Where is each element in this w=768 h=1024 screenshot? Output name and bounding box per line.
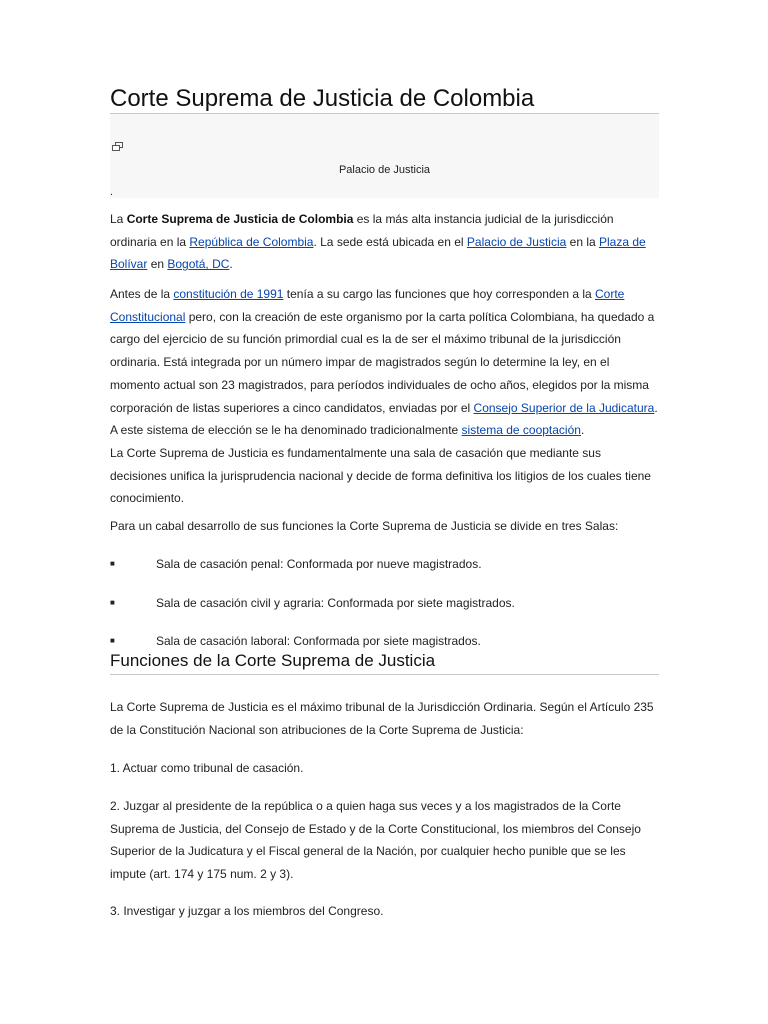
text: en [147, 257, 168, 272]
link-constitucion-1991[interactable]: constitución de 1991 [173, 287, 284, 301]
list-item: Sala de casación laboral: Conformada por siete magistrados. [156, 634, 481, 648]
text: . A este sistema de elección se le ha denominado tradicionalmente [110, 400, 658, 438]
bullet-icon: ■ [110, 559, 115, 568]
link-republica-de-colombia[interactable]: República de Colombia [189, 234, 314, 249]
text: . La sede está ubicada en el [313, 234, 467, 249]
link-palacio-de-justicia[interactable]: Palacio de Justicia [466, 234, 567, 249]
paragraph-salas-intro: Para un cabal desarrollo de sus funciones la Corte Suprema de Justicia se divide en tres Salas: [110, 519, 619, 533]
link-bogota[interactable]: Bogotá, DC [167, 257, 230, 272]
text: Antes de la [110, 287, 174, 301]
bullet-icon: ■ [110, 598, 115, 607]
figure-box [110, 114, 659, 198]
list-item: Sala de casación penal: Conformada por nueve magistrados. [156, 557, 482, 571]
bullet-icon: ■ [110, 636, 115, 645]
paragraph-intro [110, 208, 659, 276]
paragraph-casacion: La Corte Suprema de Justicia es fundamentalmente una sala de casación que mediante sus decisiones unifica la jurisprudencia nacional y decide de forma definitiva los litigios de los cuales tiene conocimiento. [110, 446, 651, 506]
link-sistema-de-cooptacion[interactable]: sistema de cooptación [461, 423, 581, 438]
section-title: Funciones de la Corte Suprema de Justicia [110, 650, 659, 675]
text: es la más alta instancia judicial de la jurisdicción ordinaria en la [110, 212, 614, 249]
paragraph-funcion-3: 3. Investigar y juzgar a los miembros del Congreso. [110, 904, 384, 918]
paragraph-history [110, 283, 659, 442]
image-placeholder-icon [112, 142, 123, 151]
link-corte-constitucional[interactable]: Corte Constitucional [110, 287, 625, 324]
text: La [110, 212, 127, 226]
link-plaza-de-bolivar[interactable]: Plaza de Bolívar [110, 234, 646, 272]
figure-dot: . [110, 186, 114, 198]
link-consejo-superior-judicatura[interactable]: Consejo Superior de la Judicatura [473, 400, 655, 415]
list-item: Sala de casación civil y agraria: Conformada por siete magistrados. [156, 596, 515, 610]
text: pero, con la creación de este organismo por la carta política Colombiana, ha quedado a cargo del ejercicio de su función primordial cual es la de ser el máximo tribunal de la jurisdicción ordinaria. Está integrada por un número impar de magistrados según lo determine la ley, en el momento actual son 23 magistrados, para períodos individuales de ocho años, elegidos por la misma corporación de listas superiores a cinco candidatos, enviadas por el [110, 309, 655, 415]
paragraph-funcion-2: 2. Juzgar al presidente de la república o a quien haga sus veces y a los magistrados de la Corte Suprema de Justicia, del Consejo de Estado y de la Corte Constitucional, los miembros del Consejo Superior de la Judicatura y el Fiscal general de la Nación, por cualquier hecho punible que se les impute (art. 174 y 175 num. 2 y 3). [110, 799, 641, 882]
page-title: Corte Suprema de Justicia de Colombia [110, 84, 659, 114]
text: . [229, 257, 233, 272]
text: en la [566, 234, 600, 249]
text: tenía a su cargo las funciones que hoy corresponden a la [283, 287, 596, 301]
text: . [580, 423, 585, 438]
bold-term: Corte Suprema de Justicia de Colombia [126, 212, 354, 226]
paragraph-funcion-1: 1. Actuar como tribunal de casación. [110, 761, 304, 775]
figure-caption: Palacio de Justicia [338, 164, 431, 176]
paragraph-funciones-intro: La Corte Suprema de Justicia es el máximo tribunal de la Jurisdicción Ordinaria. Según el Artículo 235 de la Constitución Nacional son atribuciones de la Corte Suprema de Justicia: [110, 700, 654, 737]
